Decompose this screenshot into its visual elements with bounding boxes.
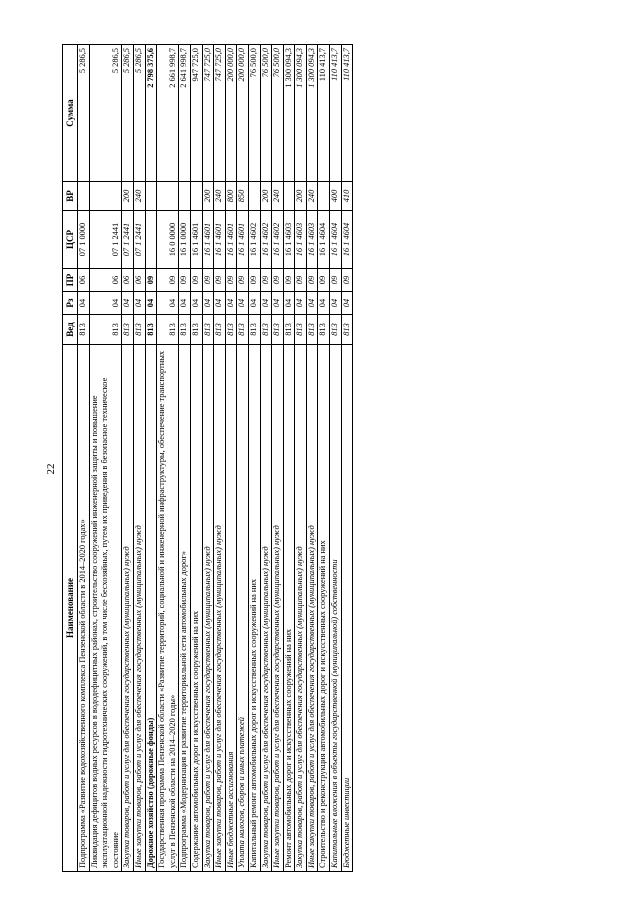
row-vr: 240 <box>272 182 284 211</box>
row-csr: 07 1 2441 <box>89 211 122 269</box>
row-ved: 813 <box>78 315 90 345</box>
row-rz: 04 <box>78 292 90 315</box>
row-ved: 813 <box>248 315 260 345</box>
row-pr: 09 <box>306 269 318 292</box>
row-ved: 813 <box>318 315 330 345</box>
table-row <box>272 45 284 872</box>
row-vr: 400 <box>330 182 342 211</box>
row-name: Закупка товаров, работ и услуг для обеспечения государственных (муниципальных) нужд <box>122 345 134 872</box>
table-row <box>145 45 157 872</box>
table-row <box>133 45 145 872</box>
row-vr <box>283 182 295 211</box>
row-name: Закупка товаров, работ и услуг для обеспечения государственных (муниципальных) нужд <box>295 345 307 872</box>
row-sum: 2 798 375,6 <box>145 45 157 182</box>
row-rz: 04 <box>260 292 272 315</box>
row-rz: 04 <box>133 292 145 315</box>
row-ved: 813 <box>202 315 214 345</box>
row-vr: 200 <box>295 182 307 211</box>
row-pr: 06 <box>133 269 145 292</box>
row-rz: 04 <box>341 292 353 315</box>
row-sum: 2 661 998,7 <box>157 45 179 182</box>
row-pr: 09 <box>145 269 157 292</box>
row-rz: 04 <box>295 292 307 315</box>
header-rz: Рз <box>63 292 78 315</box>
table-row <box>237 45 249 872</box>
row-sum: 200 000,0 <box>225 45 237 182</box>
table-row <box>190 45 202 872</box>
row-ved: 813 <box>295 315 307 345</box>
row-ved: 813 <box>89 315 122 345</box>
row-pr: 09 <box>318 269 330 292</box>
row-csr: 16 1 4603 <box>283 211 295 269</box>
row-vr <box>78 182 90 211</box>
row-pr: 06 <box>89 269 122 292</box>
row-rz: 04 <box>225 292 237 315</box>
row-vr <box>248 182 260 211</box>
row-name: Строительство и реконструкция автомобильных дорог и искусственных сооружений на них <box>318 345 330 872</box>
row-rz: 04 <box>330 292 342 315</box>
row-csr: 16 1 4604 <box>341 211 353 269</box>
table-row <box>248 45 260 872</box>
row-sum: 200 000,0 <box>237 45 249 182</box>
table-row <box>89 45 122 872</box>
row-pr: 09 <box>260 269 272 292</box>
row-ved: 813 <box>260 315 272 345</box>
row-rz: 04 <box>237 292 249 315</box>
row-sum: 747 725,0 <box>214 45 226 182</box>
row-pr: 09 <box>237 269 249 292</box>
row-sum: 110 413,7 <box>341 45 353 182</box>
row-sum: 5 286,5 <box>122 45 134 182</box>
header-vr: ВР <box>63 182 78 211</box>
row-pr: 09 <box>225 269 237 292</box>
table-row <box>318 45 330 872</box>
header-row <box>63 45 78 872</box>
row-csr: 07 1 2441 <box>133 211 145 269</box>
row-pr: 09 <box>214 269 226 292</box>
header-ved: Вед <box>63 315 78 345</box>
row-csr: 07 1 0000 <box>78 211 90 269</box>
row-ved: 813 <box>272 315 284 345</box>
row-ved: 813 <box>225 315 237 345</box>
row-rz: 04 <box>145 292 157 315</box>
row-csr: 16 1 4603 <box>295 211 307 269</box>
row-pr: 09 <box>179 269 191 292</box>
row-vr <box>190 182 202 211</box>
row-vr: 240 <box>306 182 318 211</box>
row-csr: 16 1 4604 <box>318 211 330 269</box>
row-vr <box>89 182 122 211</box>
table-row <box>260 45 272 872</box>
row-name: Иные закупки товаров, работ и услуг для обеспечения государственных (муниципальных) нужд <box>214 345 226 872</box>
row-name: Иные закупки товаров, работ и услуг для обеспечения государственных (муниципальных) нужд <box>306 345 318 872</box>
row-name: Уплата налогов, сборов и иных платежей <box>237 345 249 872</box>
row-pr: 09 <box>202 269 214 292</box>
row-pr: 09 <box>272 269 284 292</box>
row-ved: 813 <box>237 315 249 345</box>
row-vr <box>145 182 157 211</box>
row-vr <box>157 182 179 211</box>
row-name: Государственная программа Пензенской области «Развитие территорий, социальной и инженерной инфраструктуры, обеспечение транспортных услуг в Пензенской области на 2014–2020 годы» <box>157 345 179 872</box>
row-csr: 16 0 0000 <box>157 211 179 269</box>
table-row <box>306 45 318 872</box>
row-sum: 1 300 094,3 <box>295 45 307 182</box>
row-csr: 16 1 4601 <box>237 211 249 269</box>
header-name: Наименование <box>63 345 78 872</box>
row-name: Иные бюджетные ассигнования <box>225 345 237 872</box>
row-rz: 04 <box>272 292 284 315</box>
header-sum: Сумма <box>63 45 78 182</box>
row-ved: 813 <box>341 315 353 345</box>
row-sum: 76 500,0 <box>260 45 272 182</box>
row-pr: 09 <box>295 269 307 292</box>
row-sum: 947 725,0 <box>190 45 202 182</box>
row-rz: 04 <box>157 292 179 315</box>
row-name: Подпрограмма «Развитие водохозяйственного комплекса Пензенской области в 2014–2020 годах» <box>78 345 90 872</box>
row-rz: 04 <box>318 292 330 315</box>
page-number: 22 <box>45 463 57 475</box>
row-csr: 16 1 4602 <box>272 211 284 269</box>
row-rz: 04 <box>248 292 260 315</box>
row-vr: 240 <box>133 182 145 211</box>
table-row <box>202 45 214 872</box>
row-pr: 06 <box>122 269 134 292</box>
table-body <box>78 45 353 872</box>
row-csr <box>145 211 157 269</box>
row-sum: 110 413,7 <box>318 45 330 182</box>
row-rz: 04 <box>214 292 226 315</box>
row-ved: 813 <box>306 315 318 345</box>
row-csr: 16 1 4602 <box>260 211 272 269</box>
row-name: Ремонт автомобильных дорог и искусственных сооружений на них <box>283 345 295 872</box>
row-name: Закупка товаров, работ и услуг для обеспечения государственных (муниципальных) нужд <box>260 345 272 872</box>
row-name: Капитальный ремонт автомобильных дорог и искусственных сооружений на них <box>248 345 260 872</box>
row-ved: 813 <box>214 315 226 345</box>
row-rz: 04 <box>306 292 318 315</box>
row-vr <box>318 182 330 211</box>
row-name: Ликвидация дефицитов водных ресурсов в вододефицитных районах, строительство сооружений инженерной защиты и повышение эксплуатационной надежности гидротехнических сооружений, в том числе бесхозяйных, путем их приведения в безопасное техническое состояние <box>89 345 122 872</box>
row-ved: 813 <box>133 315 145 345</box>
row-pr: 09 <box>283 269 295 292</box>
row-pr: 09 <box>341 269 353 292</box>
row-name: Содержание автомобильных дорог и искусственных сооружений на них <box>190 345 202 872</box>
row-name: Подпрограмма «Модернизация и развитие территориальной сети автомобильных дорог» <box>179 345 191 872</box>
row-csr: 16 1 4601 <box>190 211 202 269</box>
table-row <box>179 45 191 872</box>
table-row <box>214 45 226 872</box>
row-sum: 1 300 094,3 <box>306 45 318 182</box>
table-row <box>122 45 134 872</box>
table-row <box>330 45 342 872</box>
budget-table <box>62 44 353 872</box>
row-vr: 200 <box>122 182 134 211</box>
row-ved: 813 <box>157 315 179 345</box>
row-sum: 76 500,0 <box>272 45 284 182</box>
row-csr: 16 1 0000 <box>179 211 191 269</box>
row-pr: 09 <box>157 269 179 292</box>
table-row <box>283 45 295 872</box>
table-row <box>225 45 237 872</box>
row-sum: 5 286,5 <box>89 45 122 182</box>
row-ved: 813 <box>330 315 342 345</box>
row-sum: 5 286,5 <box>133 45 145 182</box>
row-csr: 16 1 4603 <box>306 211 318 269</box>
row-name: Иные закупки товаров, работ и услуг для обеспечения государственных (муниципальных) нужд <box>133 345 145 872</box>
row-csr: 16 1 4604 <box>330 211 342 269</box>
row-rz: 04 <box>122 292 134 315</box>
row-sum: 76 500,0 <box>248 45 260 182</box>
row-csr: 16 1 4601 <box>225 211 237 269</box>
row-name: Закупка товаров, работ и услуг для обеспечения государственных (муниципальных) нужд <box>202 345 214 872</box>
row-ved: 813 <box>283 315 295 345</box>
row-csr: 07 1 2441 <box>122 211 134 269</box>
row-ved: 813 <box>122 315 134 345</box>
row-sum: 110 413,7 <box>330 45 342 182</box>
header-csr: ЦСР <box>63 211 78 269</box>
rotated-table-container <box>62 45 589 872</box>
header-pr: ПР <box>63 269 78 292</box>
table-row <box>295 45 307 872</box>
row-csr: 16 1 4602 <box>248 211 260 269</box>
row-vr: 200 <box>202 182 214 211</box>
row-name: Бюджетные инвестиции <box>341 345 353 872</box>
row-rz: 04 <box>89 292 122 315</box>
row-name: Дорожное хозяйство (дорожные фонды) <box>145 345 157 872</box>
table-row <box>157 45 179 872</box>
row-name: Капитальные вложения в объекты государственной (муниципальной) собственности <box>330 345 342 872</box>
row-vr: 240 <box>214 182 226 211</box>
row-sum: 2 641 998,7 <box>179 45 191 182</box>
row-sum: 747 725,0 <box>202 45 214 182</box>
row-rz: 04 <box>190 292 202 315</box>
row-name: Иные закупки товаров, работ и услуг для обеспечения государственных (муниципальных) нужд <box>272 345 284 872</box>
row-sum: 1 300 094,3 <box>283 45 295 182</box>
row-rz: 04 <box>283 292 295 315</box>
row-sum: 5 286,5 <box>78 45 90 182</box>
row-ved: 813 <box>179 315 191 345</box>
table-row <box>341 45 353 872</box>
row-rz: 04 <box>202 292 214 315</box>
row-vr: 800 <box>225 182 237 211</box>
row-pr: 06 <box>78 269 90 292</box>
table-row <box>78 45 90 872</box>
row-csr: 16 1 4601 <box>214 211 226 269</box>
row-vr: 850 <box>237 182 249 211</box>
row-ved: 813 <box>145 315 157 345</box>
row-vr: 410 <box>341 182 353 211</box>
row-pr: 09 <box>248 269 260 292</box>
row-pr: 09 <box>330 269 342 292</box>
row-pr: 09 <box>190 269 202 292</box>
row-ved: 813 <box>190 315 202 345</box>
row-vr: 200 <box>260 182 272 211</box>
row-csr: 16 1 4601 <box>202 211 214 269</box>
row-rz: 04 <box>179 292 191 315</box>
row-vr <box>179 182 191 211</box>
